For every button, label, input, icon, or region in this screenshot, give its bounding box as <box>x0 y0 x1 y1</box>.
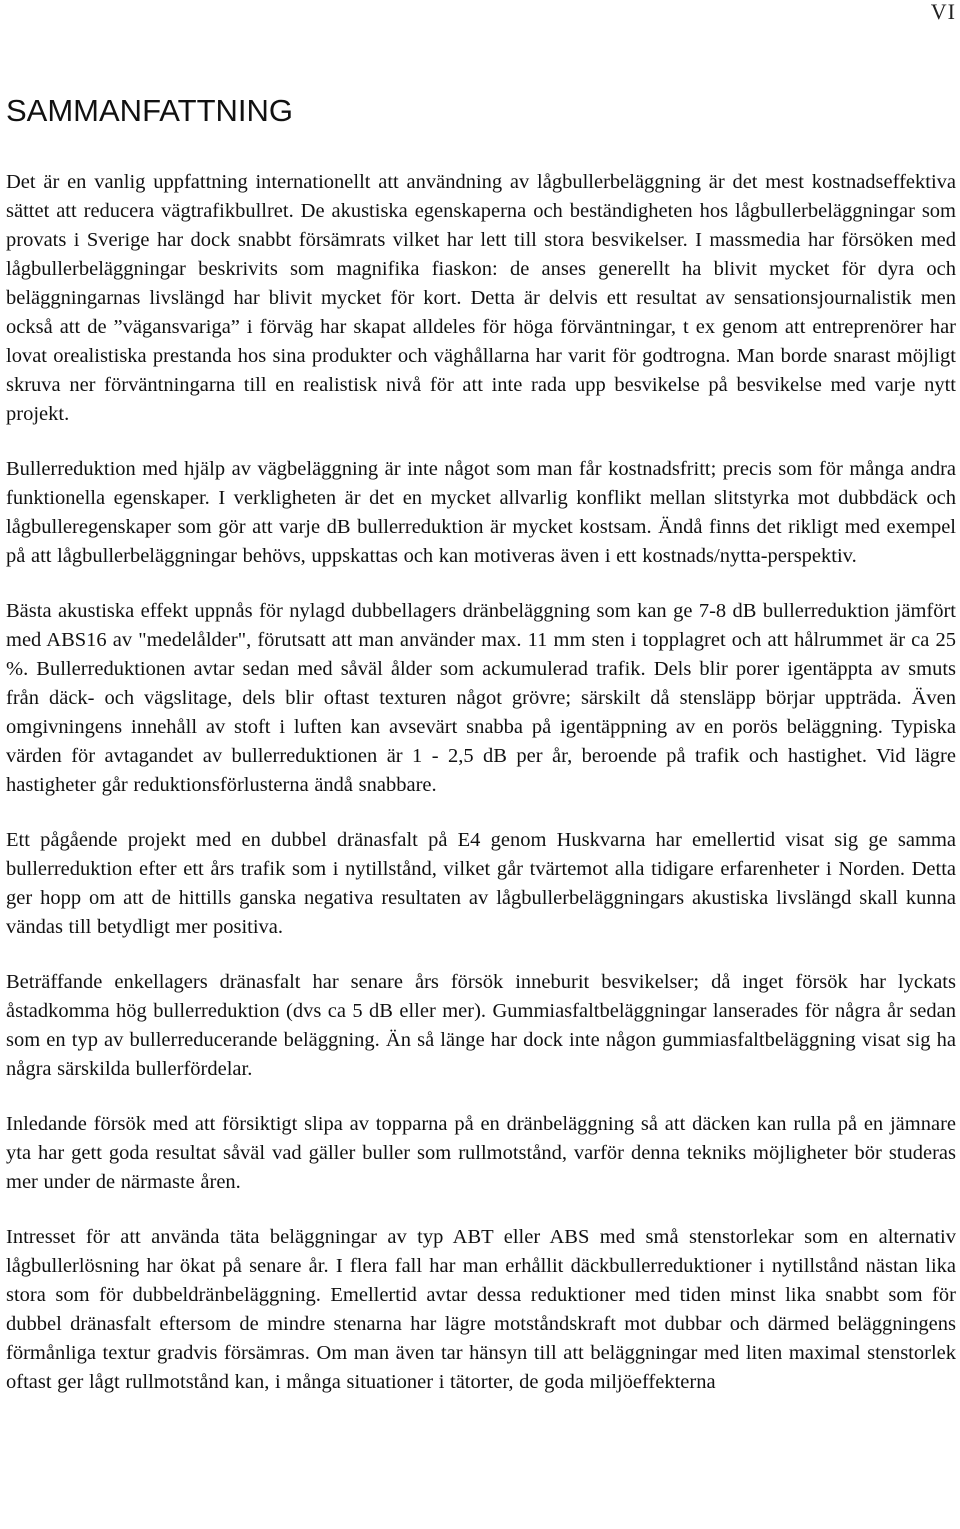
paragraph: Intresset för att använda täta beläggningar av typ ABT eller ABS med små stenstorlekar som en alternativ lågbullerlösning har ökat på senare år. I flera fall har man erhållit däckbullerreduktioner i nytillstånd nästan lika stora som för dubbeldränbeläggning. Emellertid avtar dessa reduktioner med tiden minst lika snabbt som för dubbel dränasfalt eftersom de mindre stenarna har lägre motståndskraft mot dubbar och därmed beläggningens förmånliga textur gradvis försämras. Om man även tar hänsyn till att beläggningar med liten maximal stenstorlek oftast ger lågt rullmotstånd kan, i många situationer i tätorter, de goda miljöeffekterna <box>6 1226 956 1393</box>
page-number: VI <box>930 0 956 24</box>
paragraph: Det är en vanlig uppfattning internationellt att användning av lågbullerbeläggning är det mest kostnadseffektiva sättet att reducera vägtrafikbullret. De akustiska egenskaperna och beständigheten hos lågbullerbeläggningar som provats i Sverige har dock snabbt försämrats vilket har lett till stora besvikelser. I massmedia har försöken med lågbullerbeläggningar beskrivits som magnifika fiaskon: de anses generellt ha blivit mycket för dyra och beläggningarnas livslängd har blivit mycket för kort. Detta är delvis ett resultat av sensationsjournalistik men också att de ”vägansvariga” i förväg har skapat alldeles för höga förväntningar, t ex genom att entreprenörer har lovat orealistiska prestanda hos sina produkter och väghållarna har varit för godtrogna. Man borde snarast möjligt skruva ner förväntningarna till en realistisk nivå för att inte rada upp besvikelse på besvikelse med varje nytt projekt. <box>6 171 956 425</box>
page-title: SAMMANFATTNING <box>6 93 294 128</box>
paragraph: Inledande försök med att försiktigt slipa av topparna på en dränbeläggning så att däcken kan rulla på en jämnare yta har gett goda resultat såväl vad gäller buller som rullmotstånd, varför denna tekniks möjligheter bör studeras mer under de närmaste åren. <box>6 1113 956 1193</box>
paragraph: Beträffande enkellagers dränasfalt har senare års försök inneburit besvikelser; då inget försök har lyckats åstadkomma hög bullerreduktion (dvs ca 5 dB eller mer). Gummiasfaltbeläggningar lanserades för några år sedan som en typ av bullerreducerande beläggning. Än så länge har dock inte någon gummiasfaltbeläggning visat sig ha några särskilda bullerfördelar. <box>6 971 956 1080</box>
summary-body <box>6 168 956 1423</box>
paragraph: Ett pågående projekt med en dubbel dränasfalt på E4 genom Huskvarna har emellertid visat sig ge samma bullerreduktion efter ett års trafik som i nytillstånd, vilket går tvärtemot alla tidigare erfarenheter i Norden. Detta ger hopp om att de hittills ganska negativa resultaten av lågbullerbeläggningars akustiska livslängd skall kunna vändas till betydligt mer positiva. <box>6 829 956 938</box>
paragraph: Bästa akustiska effekt uppnås för nylagd dubbellagers dränbeläggning som kan ge 7-8 dB bullerreduktion jämfört med ABS16 av "medelålder", förutsatt att man använder max. 11 mm sten i topplagret och att hålrummet är ca 25 %. Bullerreduktionen avtar sedan med såväl ålder som ackumulerad trafik. Dels blir porer igentäppta av smuts från däck- och vägslitage, dels blir oftast texturen något grövre; särskilt då stensläpp börjar uppträda. Även omgivningens innehåll av stoft i luften kan avsevärt snabba på igentäppning av en porös beläggning. Typiska värden för avtagandet av bullerreduktionen är 1 - 2,5 dB per år, beroende på trafik och hastighet. Vid lägre hastigheter går reduktionsförlusterna ändå snabbare. <box>6 600 956 796</box>
paragraph: Bullerreduktion med hjälp av vägbeläggning är inte något som man får kostnadsfritt; precis som för många andra funktionella egenskaper. I verkligheten är det en mycket allvarlig konflikt mellan slitstyrka mot dubbdäck och lågbulleregenskaper som gör att varje dB bullerreduktion är mycket kostsam. Ändå finns det rikligt med exempel på att lågbullerbeläggningar behövs, uppskattas och kan motiveras även i ett kostnads/nytta-perspektiv. <box>6 458 956 567</box>
